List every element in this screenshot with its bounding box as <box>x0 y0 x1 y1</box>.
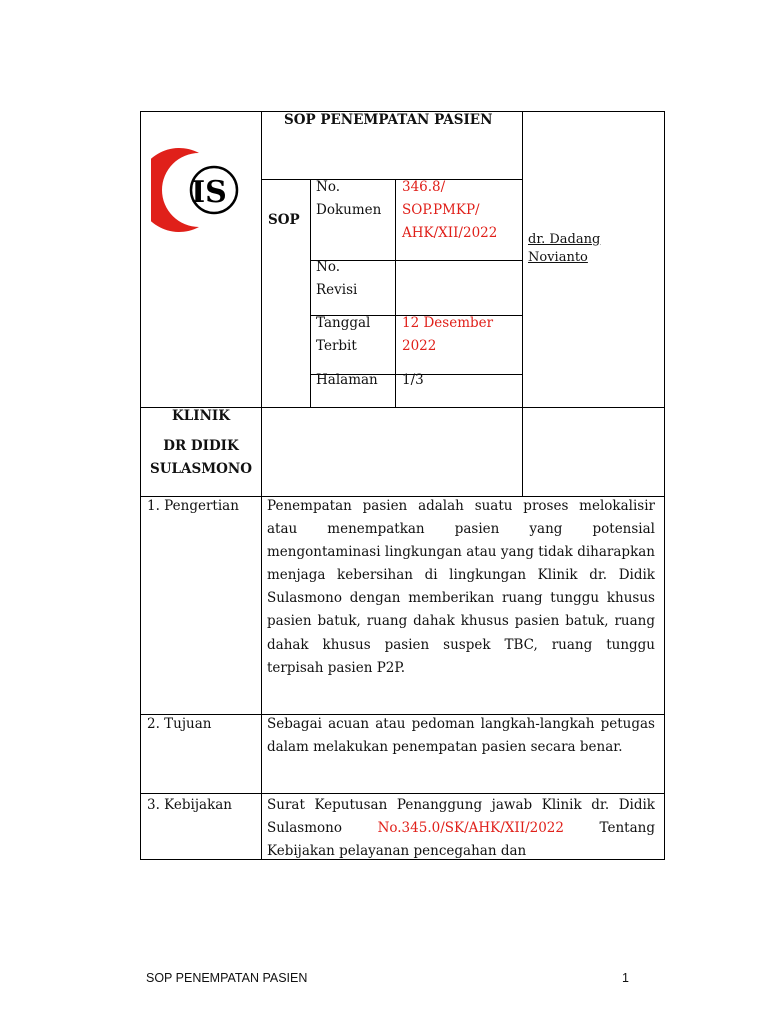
logo-cell <box>140 111 262 408</box>
tujuan-text: Sebagai acuan atau pedoman langkah-langkah petugas dalam melakukan penempatan pasien secara benar. <box>267 716 655 755</box>
clinic-blank-cell-1 <box>261 407 523 497</box>
clinic-name-line-3: SULASMONO <box>149 461 253 477</box>
sop-document-table <box>140 111 665 860</box>
sop-label: SOP <box>268 212 300 228</box>
pengertian-label: 1. Pengertian <box>147 498 239 514</box>
kebijakan-text-before: Surat Keputusan Penanggung jawab Klinik dr. Didik Sulasmono <box>267 797 655 836</box>
rev-label-line-2: Revisi <box>316 282 358 298</box>
footer-page-number: 1 <box>622 971 629 985</box>
signatory-name <box>528 231 600 267</box>
doc-no-label-line-2: Dokumen <box>316 202 382 218</box>
kebijakan-decree-number: No.345.0/SK/AHK/XII/2022 <box>377 820 564 836</box>
doc-no-value-line-2: SOP.PMKP/ <box>402 202 480 218</box>
clinic-logo <box>151 145 251 235</box>
doc-no-value-line-3: AHK/XII/2022 <box>402 225 498 241</box>
clinic-name-line-1: KLINIK <box>172 408 230 424</box>
rev-value-cell <box>395 260 523 316</box>
rev-label-line-1: No. <box>316 259 340 275</box>
page-value: 1/3 <box>402 372 424 388</box>
document-title: SOP PENEMPATAN PASIEN <box>284 112 493 128</box>
pengertian-text: Penempatan pasien adalah suatu proses melokalisir atau menempatkan pasien yang potensial mengontaminasi lingkungan atau yang tidak diharapkan menjaga kebersihan di lingkungan Klinik dr. Didik Sulasmono dengan memberikan ruang tunggu khusus pasien batuk, ruang dahak khusus pasien batuk, ruang dahak khusus pasien suspek TBC, ruang tunggu terpisah pasien P2P. <box>267 498 655 676</box>
kebijakan-text <box>267 794 655 859</box>
date-label-line-2: Terbit <box>316 338 357 354</box>
doc-no-value <box>402 176 497 245</box>
signatory-line-2: Novianto <box>528 250 588 265</box>
date-value <box>402 312 493 358</box>
doc-no-label <box>316 176 381 222</box>
clinic-name-line-2: DR DIDIK <box>163 438 239 454</box>
page-label: Halaman <box>316 372 378 388</box>
kebijakan-label: 3. Kebijakan <box>147 797 233 813</box>
clinic-name <box>140 405 262 481</box>
svg-text:IS: IS <box>191 175 227 210</box>
clinic-blank-cell-2 <box>522 407 665 497</box>
date-value-line-1: 12 Desember <box>402 315 494 331</box>
date-label <box>316 312 370 358</box>
doc-no-label-line-1: No. <box>316 179 340 195</box>
signatory-line-1: dr. Dadang <box>528 232 601 247</box>
tujuan-label: 2. Tujuan <box>147 716 212 732</box>
doc-no-value-line-1: 346.8/ <box>402 179 446 195</box>
footer-title: SOP PENEMPATAN PASIEN <box>146 971 308 985</box>
pengertian-label-cell <box>140 496 262 715</box>
date-value-line-2: 2022 <box>402 338 437 354</box>
date-label-line-1: Tanggal <box>316 315 371 331</box>
kebijakan-text-after: Tentang Kebijakan pelayanan pencegahan dan <box>267 820 655 859</box>
rev-label <box>316 256 357 302</box>
